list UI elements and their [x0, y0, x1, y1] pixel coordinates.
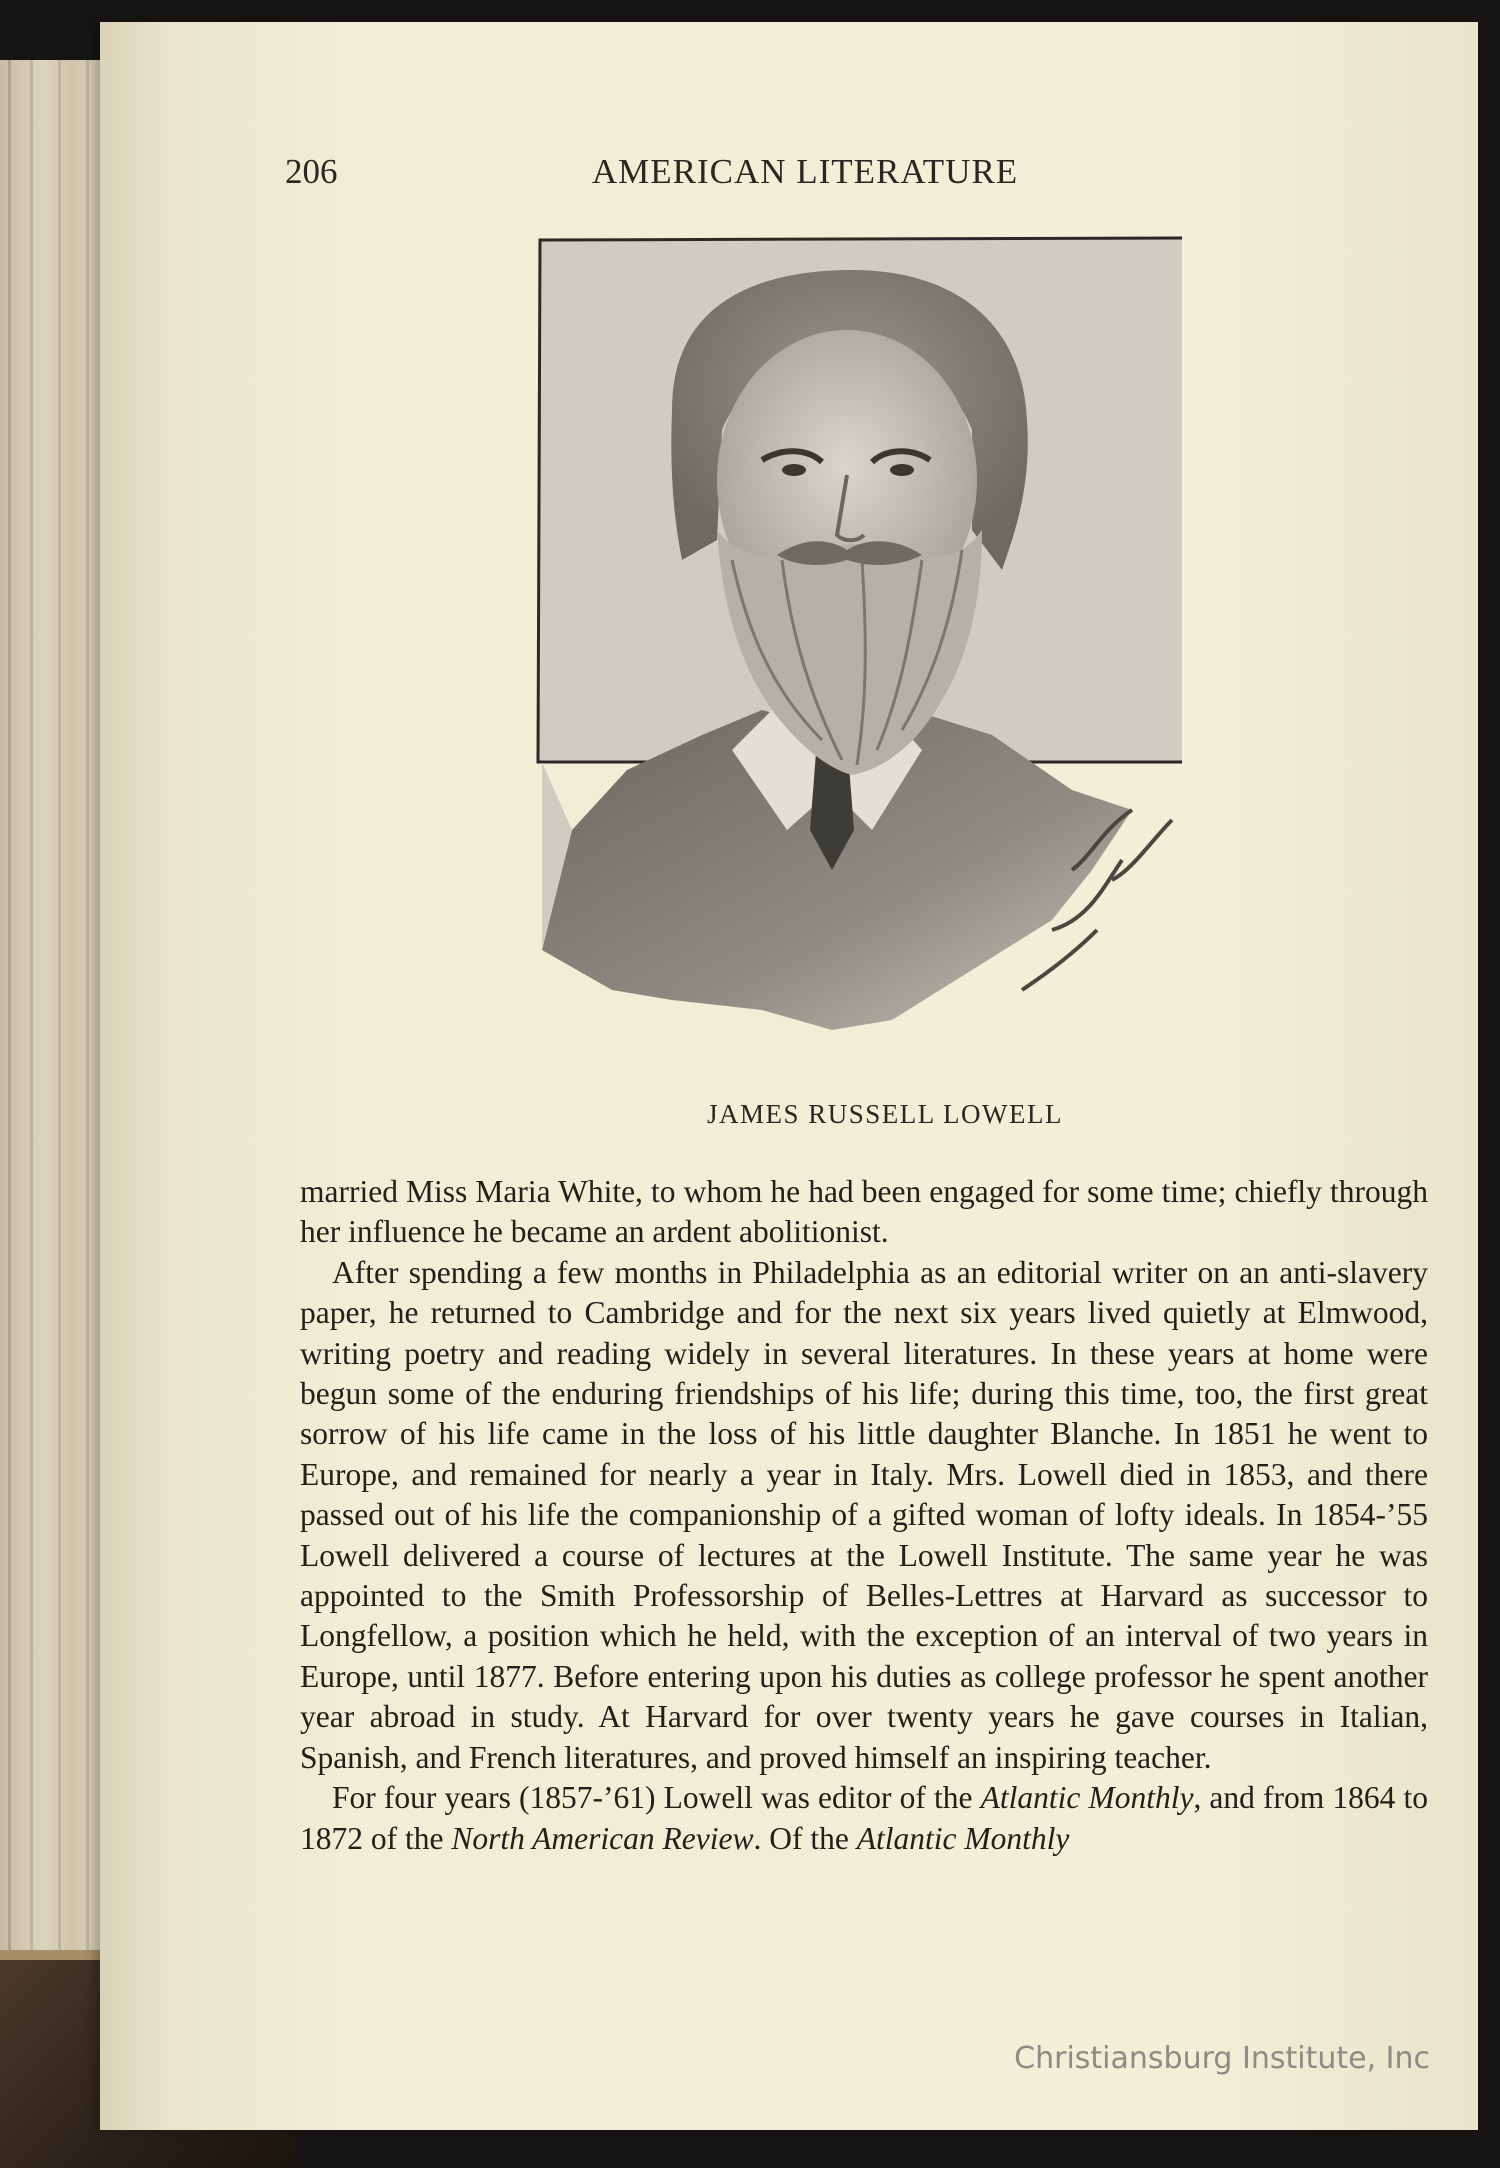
paragraph-3-part-a: For four years (1857-’61) Lowell was editor of the	[332, 1780, 981, 1816]
watermark: Christiansburg Institute, Inc	[1014, 2041, 1430, 2076]
atlantic-monthly-title: Atlantic Monthly	[980, 1780, 1194, 1816]
running-head	[285, 152, 1205, 202]
book-page	[100, 22, 1478, 2130]
paragraph-2: After spending a few months in Philadelphia as an editorial writer on an anti-slavery paper, he returned to Cambridge and for the next six years lived quietly at Elmwood, writing poetry and reading widely in several literatures. In these years at home were begun some of the enduring friendships of his life; during this time, too, the first great sorrow of his life came in the loss of his little daughter Blanche. In 1851 he went to Europe, and remained for nearly a year in Italy. Mrs. Lowell died in 1853, and there passed out of his life the companionship of a gifted woman of lofty ideals. In 1854-’55 Lowell delivered a course of lectures at the Lowell Institute. The same year he was appointed to the Smith Professorship of Belles-Lettres at Harvard as successor to Longfellow, a position which he held, with the exception of an interval of two years in Europe, until 1877. Before entering upon his duties as college professor he spent another year abroad in study. At Harvard for over twenty years he gave courses in Italian, Spanish, and French literatures, and proved himself an inspiring teacher.	[300, 1254, 1428, 1775]
paragraph-3-part-b: , and from 1864 to 1872 of the	[300, 1780, 1428, 1856]
running-title: AMERICAN LITERATURE	[591, 152, 1019, 191]
paragraph-3	[300, 1778, 1428, 1859]
paragraph-1: married Miss Maria White, to whom he had been engaged for some time; chiefly through her influence he became an ardent abolitionist.	[300, 1174, 1428, 1250]
portrait-engraving	[532, 230, 1182, 1040]
page-number: 206	[285, 152, 338, 191]
body-text	[300, 1172, 1428, 1859]
north-american-review-title: North American Review	[451, 1820, 754, 1856]
atlantic-monthly-title-2: Atlantic Monthly	[856, 1820, 1070, 1856]
paragraph-3-part-c: . Of the	[753, 1820, 857, 1856]
portrait-caption: JAMES RUSSELL LOWELL	[707, 1099, 1063, 1129]
